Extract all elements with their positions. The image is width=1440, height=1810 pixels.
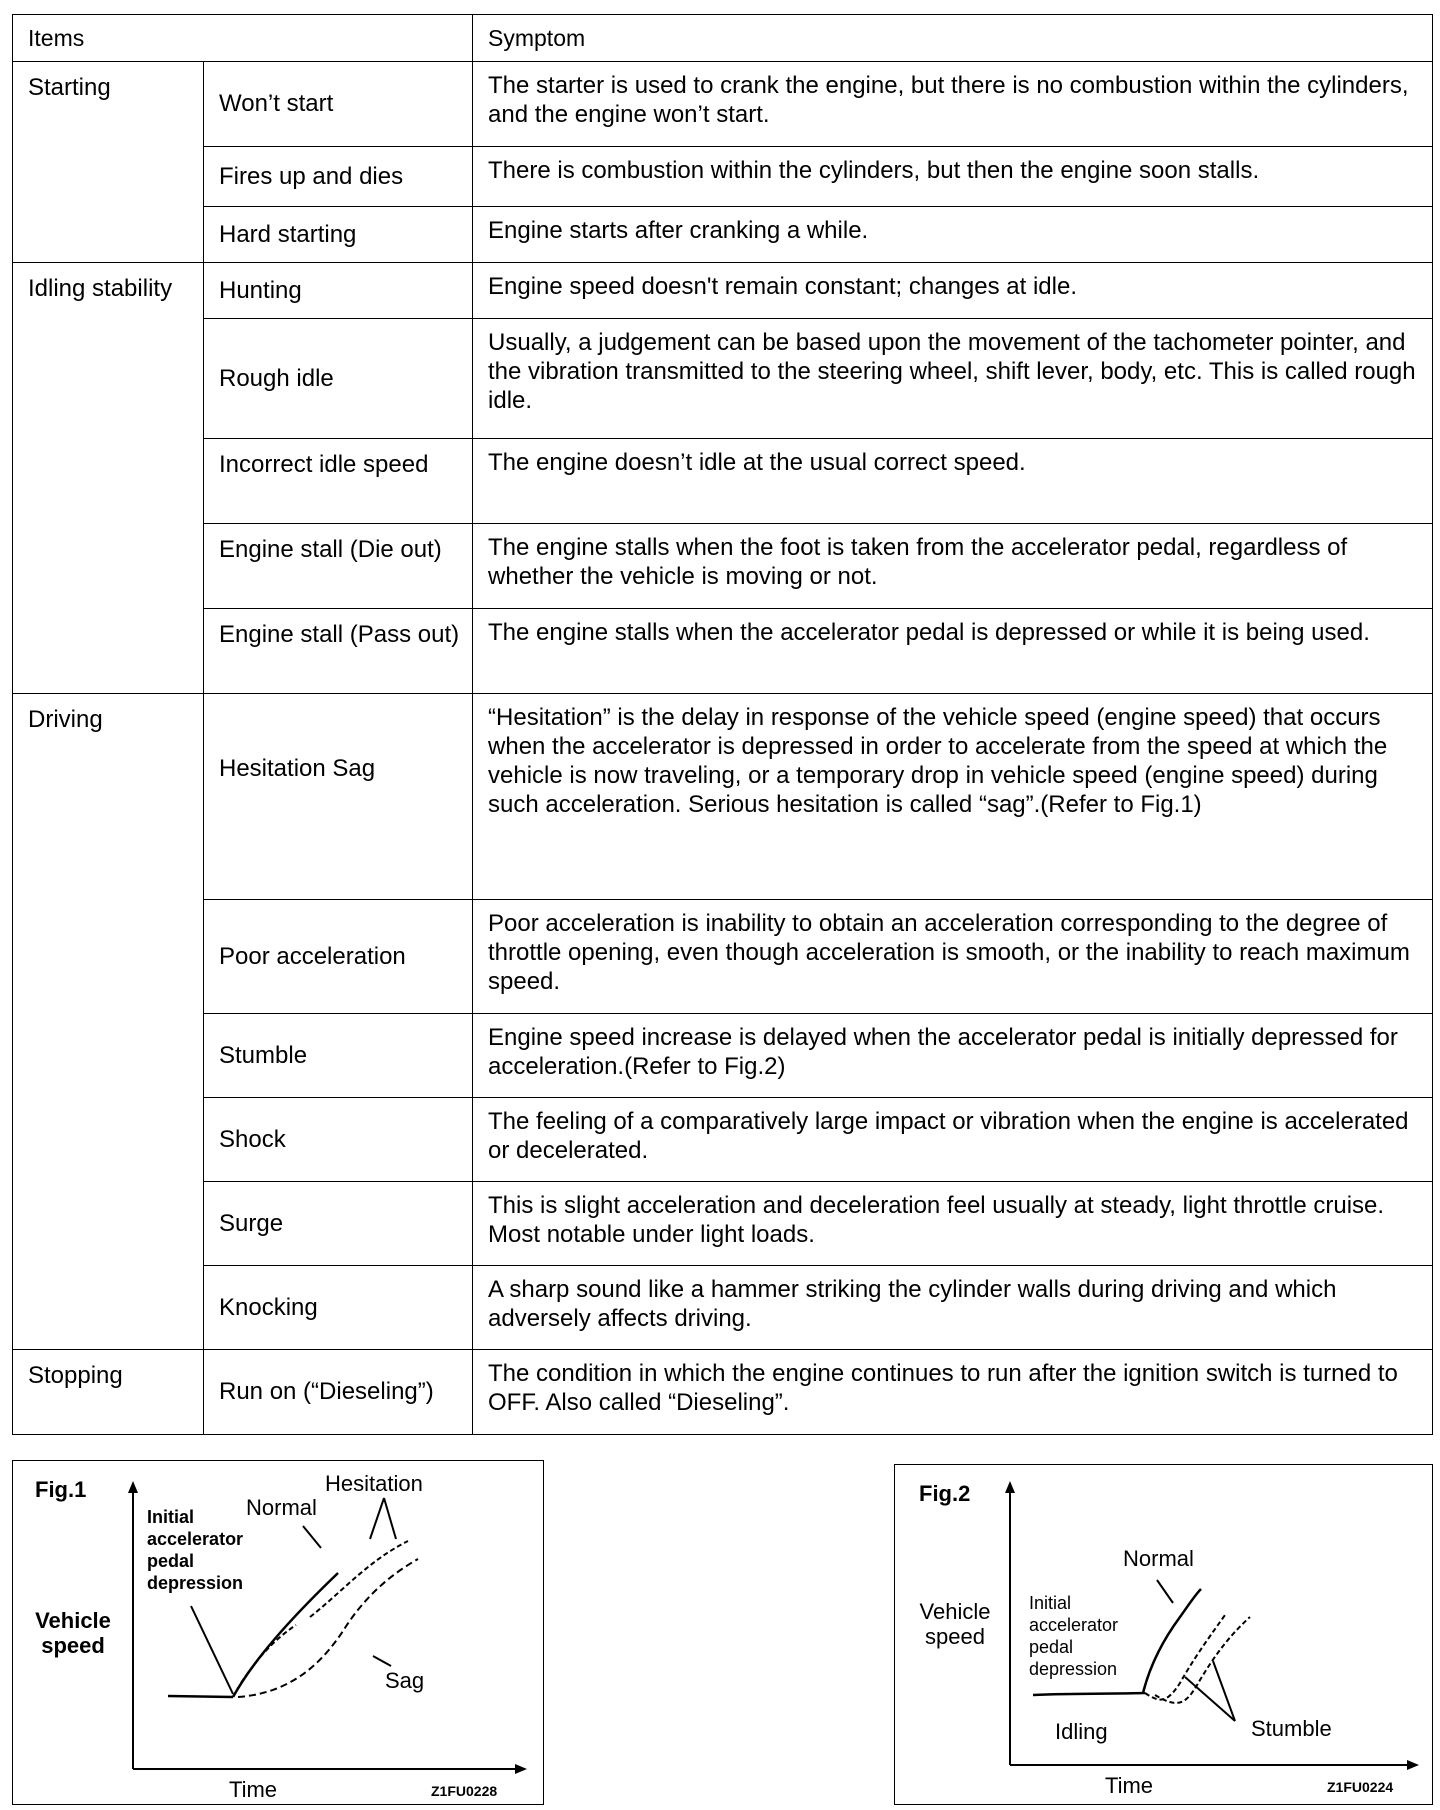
table-row	[13, 207, 1433, 263]
table-row	[13, 319, 1433, 439]
fig2-initial-line1: Initial	[1029, 1593, 1072, 1613]
fig2-x-arrow	[1407, 1760, 1419, 1770]
fig1-x-arrow	[515, 1764, 527, 1774]
fig2-code: Z1FU0224	[1327, 1779, 1394, 1795]
item-cell: Incorrect idle speed	[204, 439, 473, 524]
table-row	[13, 1098, 1433, 1182]
fig1-initial-line4: depression	[147, 1573, 244, 1593]
fig2-label: Fig.2	[919, 1481, 971, 1506]
item-cell: Poor acceleration	[204, 900, 473, 1014]
fig1-normal-leader	[303, 1526, 321, 1548]
item-cell: Hesitation Sag	[204, 694, 473, 900]
symptom-cell: Engine starts after cranking a while.	[473, 207, 1433, 263]
symptom-cell: Engine speed increase is delayed when the accelerator pedal is initially depressed for acceleration.(Refer to Fig.2)	[473, 1014, 1433, 1098]
item-cell: Engine stall (Pass out)	[204, 609, 473, 694]
fig1-initial-line1: Initial	[147, 1507, 195, 1527]
item-cell: Run on (“Dieseling”)	[204, 1350, 473, 1435]
item-cell: Hard starting	[204, 207, 473, 263]
fig1-ylabel-line1: Vehicle	[35, 1608, 111, 1633]
item-cell: Engine stall (Die out)	[204, 524, 473, 609]
category-idling-stability: Idling stability	[13, 263, 204, 694]
fig2-idle-line	[1033, 1693, 1145, 1695]
fig2-xlabel: Time	[1104, 1773, 1154, 1798]
fig2-box	[894, 1464, 1433, 1805]
table-header-row	[13, 15, 1433, 62]
symptom-cell: There is combustion within the cylinders, but then the engine soon stalls.	[473, 147, 1433, 207]
table-row	[13, 263, 1433, 319]
fig1-normal-label: Normal	[246, 1495, 317, 1520]
header-items: Items	[13, 15, 473, 62]
item-cell: Surge	[204, 1182, 473, 1266]
fig2-diagram	[895, 1465, 1431, 1803]
symptom-cell: A sharp sound like a hammer striking the cylinder walls during driving and which adversely affects driving.	[473, 1266, 1433, 1350]
category-stopping: Stopping	[13, 1350, 204, 1435]
fig2-normal-label: Normal	[1123, 1546, 1194, 1571]
table-row	[13, 1014, 1433, 1098]
symptom-table	[12, 14, 1433, 1435]
symptom-cell: Poor acceleration is inability to obtain an acceleration corresponding to the degree of throttle opening, even though acceleration is smooth, or the inability to reach maximum speed.	[473, 900, 1433, 1014]
category-starting: Starting	[13, 62, 204, 263]
table-row	[13, 62, 1433, 147]
table-row	[13, 900, 1433, 1014]
symptom-cell: This is slight acceleration and deceleration feel usually at steady, light throttle cruise. Most notable under light loads.	[473, 1182, 1433, 1266]
item-cell: Stumble	[204, 1014, 473, 1098]
category-driving: Driving	[13, 694, 204, 1350]
fig2-ylabel-line2: speed	[925, 1624, 985, 1649]
fig2-initial-line3: pedal	[1029, 1637, 1074, 1657]
fig1-sag-label: Sag	[385, 1668, 425, 1693]
symptom-cell: The condition in which the engine continues to run after the ignition switch is turned to OFF. Also called “Dieseling”.	[473, 1350, 1433, 1435]
table-row	[13, 524, 1433, 609]
fig2-ylabel-line1: Vehicle	[919, 1599, 991, 1624]
symptom-cell: The engine stalls when the accelerator pedal is depressed or while it is being used.	[473, 609, 1433, 694]
fig1-label: Fig.1	[35, 1477, 87, 1502]
fig1-initial-leader	[191, 1606, 233, 1694]
symptom-cell: “Hesitation” is the delay in response of the vehicle speed (engine speed) that occurs when the accelerator is depressed in order to accelerate from the speed at which the vehicle is now traveling, or a temporary drop in vehicle speed (engine speed) during such acceleration. Serious hesitation is called “sag”.(Refer to Fig.1)	[473, 694, 1433, 900]
item-cell: Shock	[204, 1098, 473, 1182]
table-row	[13, 694, 1433, 900]
fig1-hesitation-curve-b	[310, 1541, 408, 1617]
item-cell: Hunting	[204, 263, 473, 319]
fig1-normal-curve	[233, 1573, 338, 1697]
symptom-cell: The starter is used to crank the engine, but there is no combustion within the cylinders, and the engine won’t start.	[473, 62, 1433, 147]
fig2-stumble-curve-b	[1155, 1617, 1250, 1703]
fig1-diagram	[13, 1461, 542, 1803]
fig2-y-arrow	[1005, 1481, 1015, 1493]
symptom-cell: Usually, a judgement can be based upon the movement of the tachometer pointer, and the vibration transmitted to the steering wheel, shift lever, body, etc. This is called rough idle.	[473, 319, 1433, 439]
symptom-cell: Engine speed doesn't remain constant; changes at idle.	[473, 263, 1433, 319]
header-symptom: Symptom	[473, 15, 1433, 62]
item-cell: Knocking	[204, 1266, 473, 1350]
item-cell: Won’t start	[204, 62, 473, 147]
fig1-hesitation-leader-b	[384, 1498, 396, 1539]
symptom-cell: The feeling of a comparatively large impact or vibration when the engine is accelerated or decelerated.	[473, 1098, 1433, 1182]
fig2-stumble-label: Stumble	[1251, 1716, 1332, 1741]
fig1-code: Z1FU0228	[431, 1783, 498, 1799]
fig2-normal-leader	[1157, 1580, 1173, 1603]
fig1-ylabel-line2: speed	[41, 1633, 105, 1658]
table-row	[13, 1266, 1433, 1350]
fig1-hesitation-leader-a	[370, 1498, 384, 1539]
table-row	[13, 147, 1433, 207]
item-cell: Fires up and dies	[204, 147, 473, 207]
table-row	[13, 609, 1433, 694]
fig1-hesitation-label: Hesitation	[325, 1471, 423, 1496]
fig1-hesitation-curve-a	[241, 1625, 296, 1683]
fig2-idling-label: Idling	[1055, 1719, 1108, 1744]
fig1-y-arrow	[128, 1481, 138, 1493]
table-row	[13, 439, 1433, 524]
fig2-normal-curve	[1143, 1589, 1201, 1693]
symptom-cell: The engine doesn’t idle at the usual correct speed.	[473, 439, 1433, 524]
fig2-initial-line4: depression	[1029, 1659, 1118, 1679]
symptom-cell: The engine stalls when the foot is taken from the accelerator pedal, regardless of whether the vehicle is moving or not.	[473, 524, 1433, 609]
fig1-idle-line	[168, 1696, 233, 1697]
table-row	[13, 1182, 1433, 1266]
fig1-initial-line2: accelerator	[147, 1529, 244, 1549]
fig1-xlabel: Time	[228, 1777, 278, 1802]
table-row	[13, 1350, 1433, 1435]
fig2-initial-line2: accelerator	[1029, 1615, 1119, 1635]
fig1-sag-leader	[373, 1656, 391, 1666]
item-cell: Rough idle	[204, 319, 473, 439]
fig1-initial-line3: pedal	[147, 1551, 195, 1571]
fig1-box	[12, 1460, 544, 1805]
